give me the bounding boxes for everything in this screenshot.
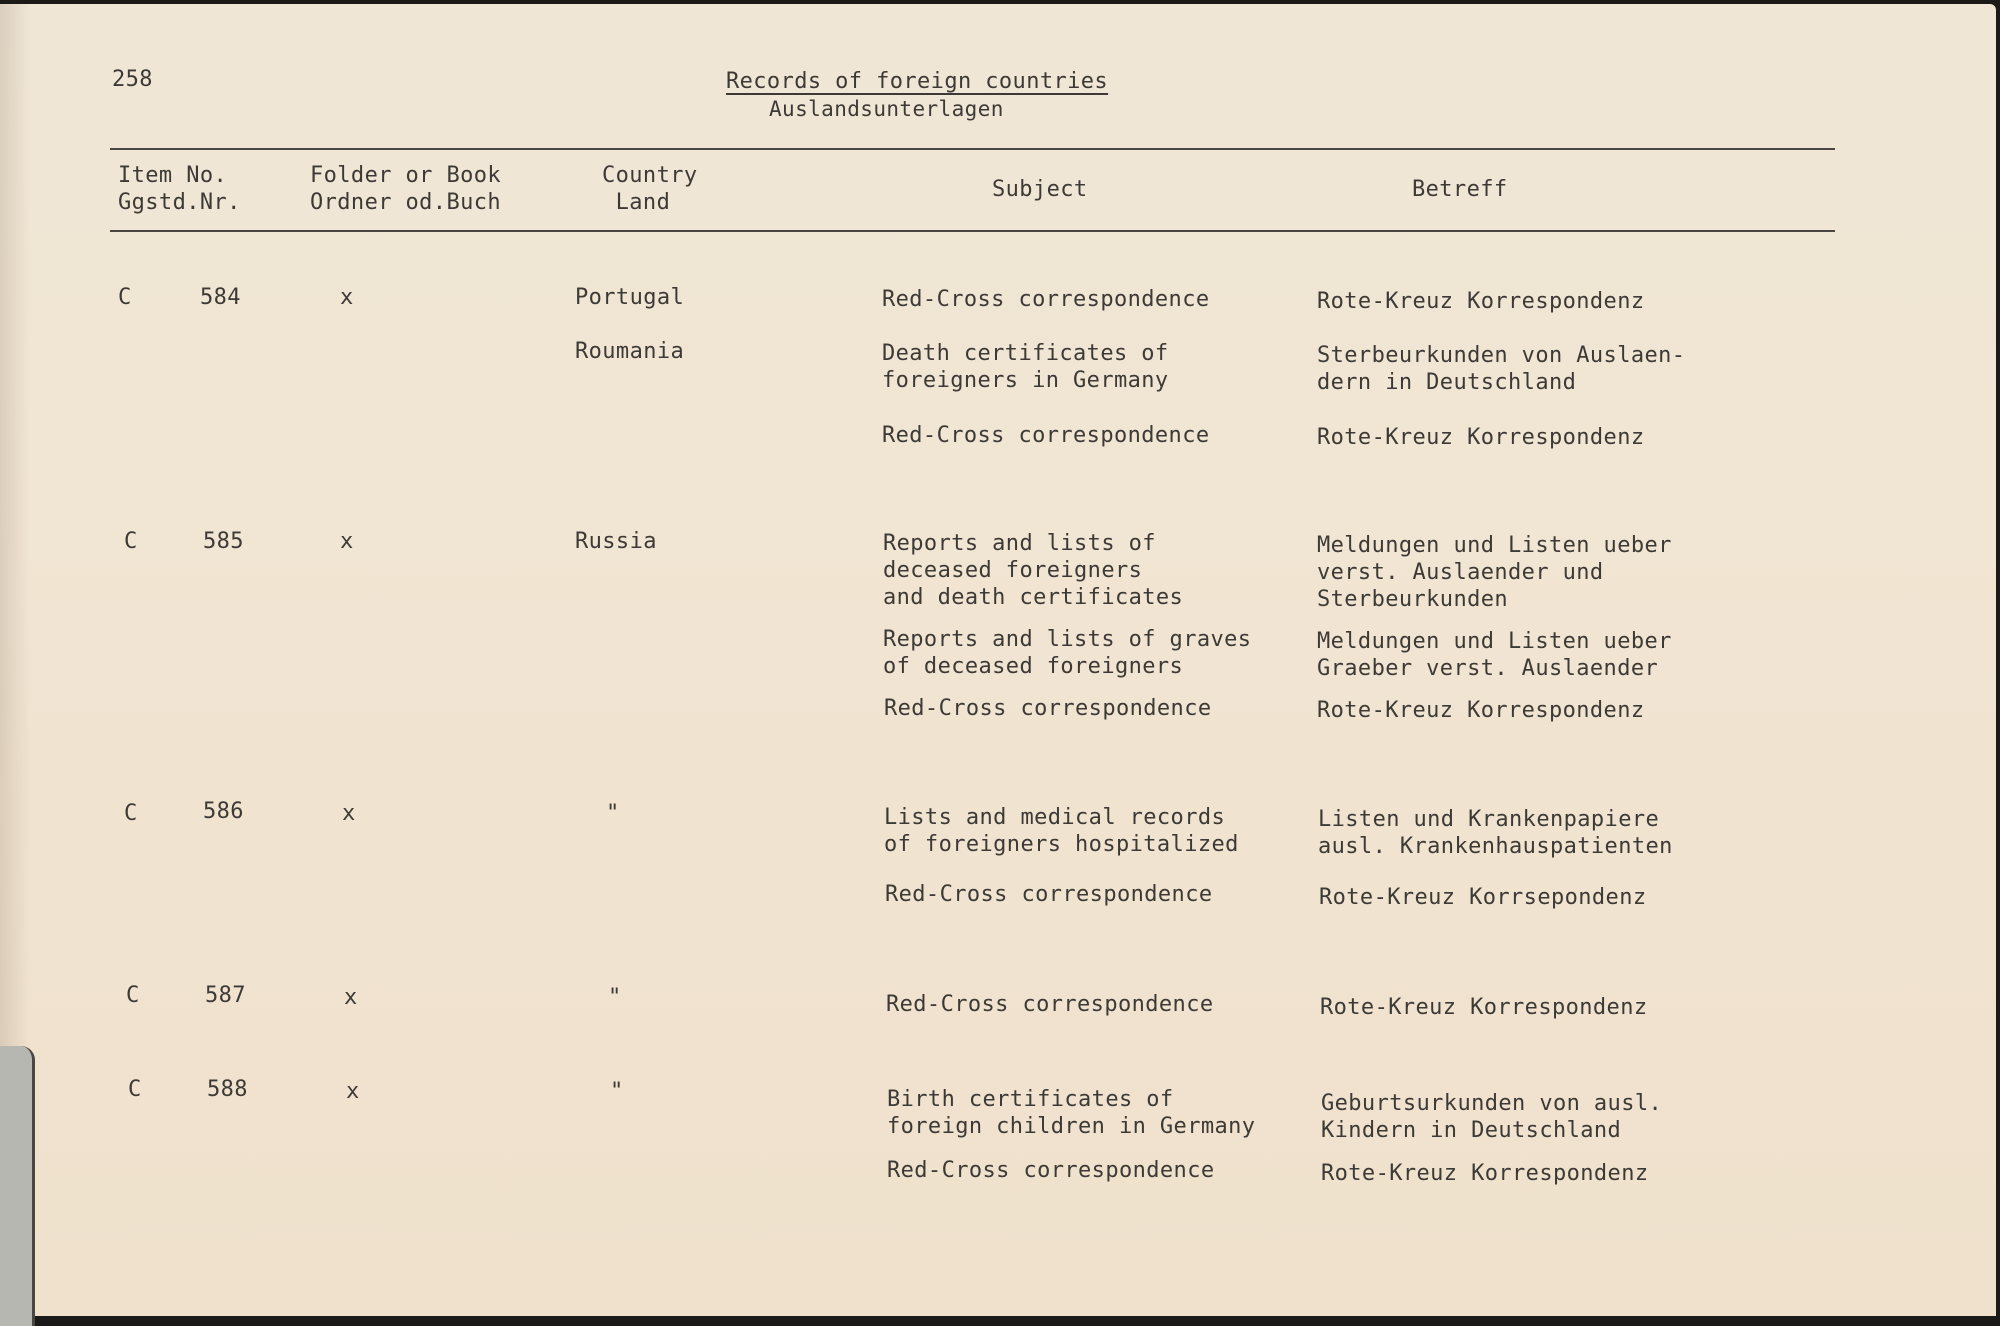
betreff: Rote-Kreuz Korrespondenz bbox=[1317, 698, 1645, 723]
column-header-country: Country Land bbox=[602, 163, 698, 215]
subject: Birth certificates of foreign children in Germany bbox=[887, 1087, 1256, 1139]
country-ditto: " bbox=[608, 985, 622, 1010]
binder-tab bbox=[0, 1046, 35, 1326]
subject: Red-Cross correspondence bbox=[887, 1158, 1215, 1183]
document-page bbox=[0, 4, 1996, 1316]
betreff: Meldungen und Listen ueber Graeber verst. Auslaender bbox=[1317, 629, 1672, 681]
subject: Reports and lists of deceased foreigners and death certificates bbox=[883, 531, 1184, 610]
betreff: Listen und Krankenpapiere ausl. Krankenhauspatienten bbox=[1318, 807, 1673, 859]
betreff: Sterbeurkunden von Auslaen- dern in Deutschland bbox=[1317, 343, 1686, 395]
item-letter: C bbox=[128, 1077, 142, 1102]
item-number: 587 bbox=[205, 983, 246, 1008]
header-rule-top bbox=[110, 148, 1835, 150]
folder-mark: x bbox=[340, 529, 354, 554]
betreff: Geburtsurkunden von ausl. Kindern in Deutschland bbox=[1321, 1091, 1663, 1143]
item-number: 585 bbox=[203, 529, 244, 554]
subject: Red-Cross correspondence bbox=[882, 423, 1210, 448]
country-ditto: " bbox=[610, 1079, 624, 1104]
subject: Red-Cross correspondence bbox=[882, 287, 1210, 312]
subject: Red-Cross correspondence bbox=[886, 992, 1214, 1017]
column-header-subject: Subject bbox=[992, 177, 1088, 202]
betreff: Rote-Kreuz Korrespondenz bbox=[1317, 289, 1645, 314]
betreff: Rote-Kreuz Korrsepondenz bbox=[1319, 885, 1647, 910]
item-letter: C bbox=[126, 983, 140, 1008]
folder-mark: x bbox=[346, 1079, 360, 1104]
country: Portugal bbox=[575, 285, 685, 310]
item-letter: C bbox=[118, 285, 132, 310]
item-letter: C bbox=[124, 801, 138, 826]
folder-mark: x bbox=[344, 985, 358, 1010]
page-title: Records of foreign countries bbox=[726, 69, 1109, 94]
folder-mark: x bbox=[340, 285, 354, 310]
betreff: Meldungen und Listen ueber verst. Auslaender und Sterbeurkunden bbox=[1317, 533, 1672, 612]
column-header-item: Item No. Ggstd.Nr. bbox=[118, 163, 241, 215]
item-number: 586 bbox=[203, 799, 244, 824]
page-subtitle: Auslandsunterlagen bbox=[769, 97, 1004, 121]
column-header-betreff: Betreff bbox=[1412, 177, 1508, 202]
subject: Red-Cross correspondence bbox=[884, 696, 1212, 721]
subject: Red-Cross correspondence bbox=[885, 882, 1213, 907]
subject: Reports and lists of graves of deceased foreigners bbox=[883, 627, 1252, 679]
betreff: Rote-Kreuz Korrespondenz bbox=[1320, 995, 1648, 1020]
column-header-folder: Folder or Book Ordner od.Buch bbox=[310, 163, 502, 215]
subject: Death certificates of foreigners in Germany bbox=[882, 341, 1169, 393]
item-letter: C bbox=[124, 529, 138, 554]
item-number: 588 bbox=[207, 1077, 248, 1102]
header-rule-bottom bbox=[110, 230, 1835, 232]
subject: Lists and medical records of foreigners hospitalized bbox=[884, 805, 1239, 857]
country: Roumania bbox=[575, 339, 685, 364]
page-number: 258 bbox=[112, 67, 153, 92]
country-ditto: " bbox=[606, 801, 620, 826]
country: Russia bbox=[575, 529, 657, 554]
betreff: Rote-Kreuz Korrespondenz bbox=[1317, 425, 1645, 450]
item-number: 584 bbox=[200, 285, 241, 310]
folder-mark: x bbox=[342, 801, 356, 826]
betreff: Rote-Kreuz Korrespondenz bbox=[1321, 1161, 1649, 1186]
